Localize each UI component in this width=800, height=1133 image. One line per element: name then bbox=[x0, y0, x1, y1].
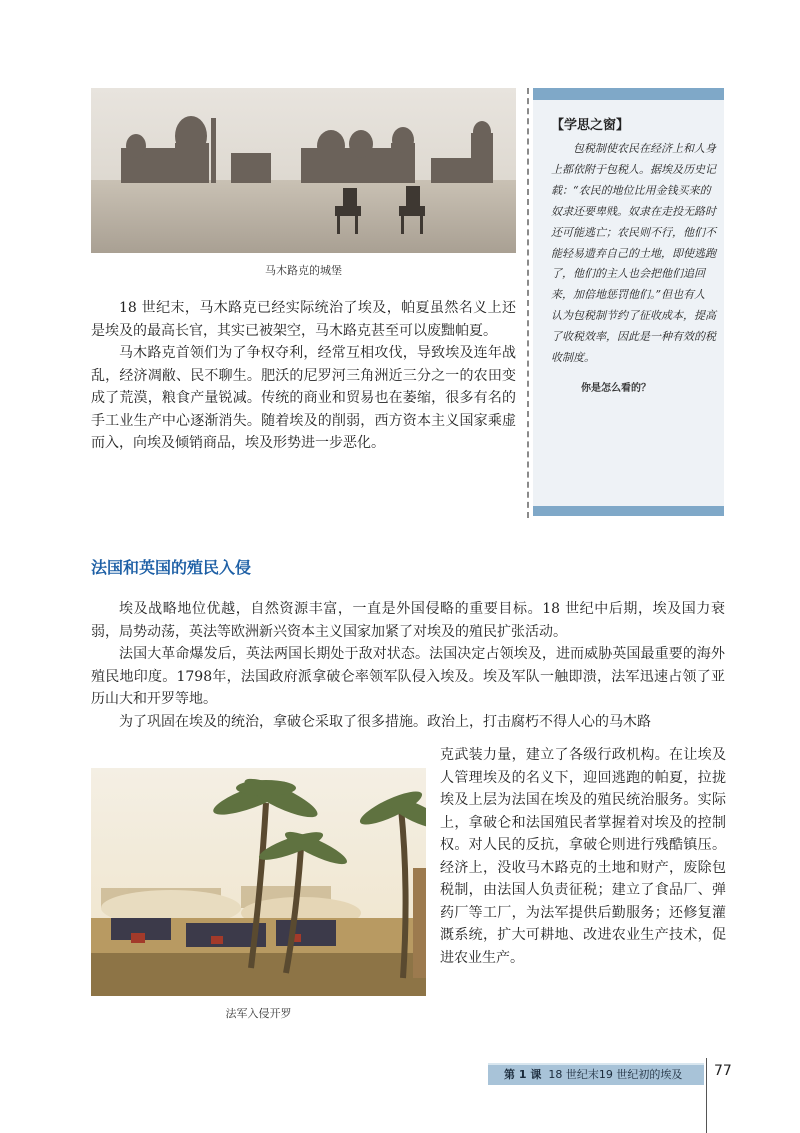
paragraph: 为了巩固在埃及的统治，拿破仑采取了很多措施。政治上，打击腐朽不得人心的马木路 bbox=[119, 713, 651, 730]
paragraph: 埃及战略地位优越，自然资源丰富，一直是外国侵略的重要目标。18 世纪中后期，埃及国力衰弱，局势动荡，英法等欧洲新兴资本主义国家加紧了对埃及的殖民扩张活动。 bbox=[91, 601, 725, 640]
section1-body bbox=[91, 297, 516, 455]
citadel-illustration bbox=[91, 88, 516, 253]
sidebar-text: 包税制使农民在经济上和人身上都依附于包税人。据埃及历史记载：“农民的地位比用金钱买来的奴隶还要卑贱。奴隶在走投无路时还可能逃亡；农民则不行，他们不能轻易遗弃自己的土地，即使逃跑了，他们的主人也会把他们追回来，加倍地惩罚他们。”但也有人认为包税制节约了征收成本，提高了收税效率，因此是一种有效的税收制度。 bbox=[551, 142, 716, 365]
paragraph: 18 世纪末，马木路克已经实际统治了埃及，帕夏虽然名义上还是埃及的最高长官，其实已被架空，马木路克甚至可以废黜帕夏。 bbox=[91, 300, 516, 339]
invasion-illustration bbox=[91, 768, 426, 996]
lesson-footer bbox=[488, 1063, 704, 1085]
figure-caption-bottom: 法军入侵开罗 bbox=[225, 1007, 292, 1020]
figure-caption-top: 马木路克的城堡 bbox=[265, 264, 342, 277]
lesson-label: 第 1 课 bbox=[504, 1068, 542, 1081]
sidebar-bottom-bar bbox=[533, 506, 724, 516]
study-window-sidebar bbox=[533, 88, 724, 516]
footer-divider bbox=[706, 1058, 707, 1133]
sidebar-title: 【学思之窗】 bbox=[551, 118, 630, 133]
sidebar-top-bar bbox=[533, 88, 724, 100]
french-invasion-painting bbox=[91, 768, 426, 996]
page-number: 77 bbox=[714, 1063, 732, 1079]
section2-body bbox=[91, 598, 725, 733]
paragraph: 法国大革命爆发后，英法两国长期处于敌对状态。法国决定占领埃及，进而威胁英国最重要的海外殖民地印度。1798年，法国政府派拿破仑率领军队侵入埃及。埃及军队一触即溃，法军迅速占领了亚历山大和开罗等地。 bbox=[91, 646, 725, 707]
sidebar-question: 你是怎么看的？ bbox=[581, 382, 651, 394]
mamluk-citadel-photo bbox=[91, 88, 516, 253]
lesson-title: 18 世纪末19 世纪初的埃及 bbox=[548, 1068, 683, 1081]
paragraph-continuation: 克武装力量，建立了各级行政机构。在让埃及人管理埃及的名义下，迎回逃跑的帕夏，拉拢埃及上层为法国在埃及的殖民统治服务。实际上，拿破仑和法国殖民者掌握着对埃及的控制权。对人民的反抗，拿破仑则进行残酷镇压。经济上，没收马木路克的土地和财产，废除包税制，由法国人负责征税；建立了食品厂、弹药厂等工厂，为法军提供后勤服务；还修复灌溉系统，扩大可耕地、改进农业生产技术，促进农业生产。 bbox=[440, 747, 726, 966]
paragraph: 马木路克首领们为了争权夺利，经常互相攻伐，导致埃及连年战乱，经济凋敝、民不聊生。肥沃的尼罗河三角洲近三分之一的农田变成了荒漠，粮食产量锐减。传统的商业和贸易也在萎缩，很多有名的手工业生产中心逐渐消失。随着埃及的削弱，西方资本主义国家乘虚而入，向埃及倾销商品，埃及形势进一步恶化。 bbox=[91, 345, 516, 451]
column-separator bbox=[527, 88, 529, 518]
section-heading: 法国和英国的殖民入侵 bbox=[91, 558, 252, 577]
